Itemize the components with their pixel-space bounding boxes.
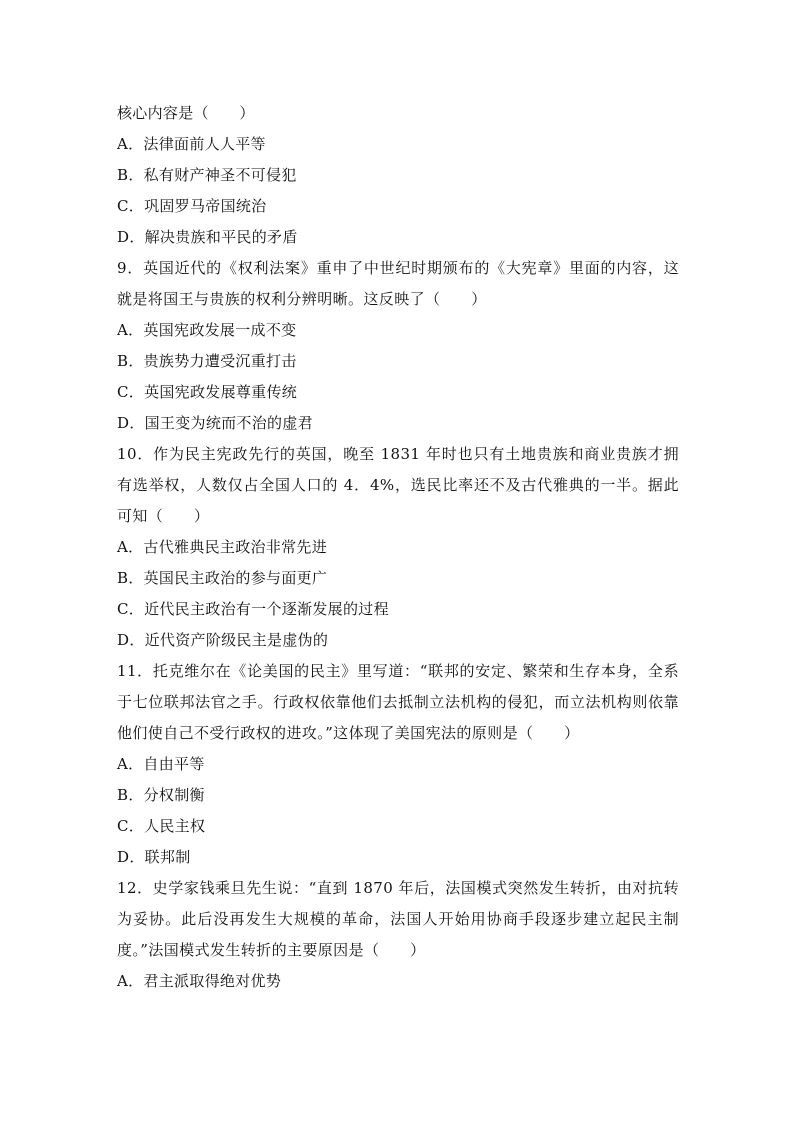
question-11-option-d: D．联邦制	[117, 848, 191, 866]
question-8-continuation: 核心内容是（ ）	[117, 104, 255, 122]
question-10-option-a: A．古代雅典民主政治非常先进	[117, 538, 328, 556]
question-8-option-b: B．私有财产神圣不可侵犯	[117, 166, 297, 184]
question-11-option-a: A．自由平等	[117, 755, 205, 773]
question-10-option-c: C．近代民主政治有一个逐渐发展的过程	[117, 600, 389, 618]
question-11-text: 11．托克维尔在《论美国的民主》里写道：“联邦的安定、繁荣和生存本身，全系于七位联邦法官之手。行政权依靠他们去抵制立法机构的侵犯，而立法机构则依靠他们使自己不受行政权的进攻。”这体现了美国宪法的原则是（ ）	[117, 662, 679, 742]
question-9-option-a: A．英国宪政发展一成不变	[117, 321, 297, 339]
question-8-option-a: A．法律面前人人平等	[117, 135, 266, 153]
question-11-option-c: C．人民主权	[117, 817, 206, 835]
question-10-option-b: B．英国民主政治的参与面更广	[117, 569, 328, 587]
question-9-option-d: D．国王变为统而不治的虚君	[117, 414, 313, 432]
question-8-option-c: C．巩固罗马帝国统治	[117, 197, 267, 215]
question-8-option-d: D．解决贵族和平民的矛盾	[117, 228, 298, 246]
question-10-option-d: D．近代资产阶级民主是虚伪的	[117, 631, 329, 649]
question-9-text: 9．英国近代的《权利法案》重申了中世纪时期颁布的《大宪章》里面的内容，这就是将国王与贵族的权利分辨明晰。这反映了（ ）	[117, 259, 679, 308]
question-10-text: 10．作为民主宪政先行的英国，晚至 1831 年时也只有土地贵族和商业贵族才拥有选举权，人数仅占全国人口的 4．4%，选民比率还不及古代雅典的一半。据此可知（ ）	[117, 445, 679, 525]
question-9-option-c: C．英国宪政发展尊重传统	[117, 383, 298, 401]
question-12-text: 12．史学家钱乘旦先生说：“直到 1870 年后，法国模式突然发生转折，由对抗转为妥协。此后没再发生大规模的革命，法国人开始用协商手段逐步建立起民主制度。”法国模式发生转折的主要原因是（ ）	[117, 879, 679, 959]
question-11-option-b: B．分权制衡	[117, 786, 205, 804]
question-content	[117, 98, 679, 997]
question-12-option-a: A．君主派取得绝对优势	[117, 972, 282, 990]
question-9-option-b: B．贵族势力遭受沉重打击	[117, 352, 297, 370]
